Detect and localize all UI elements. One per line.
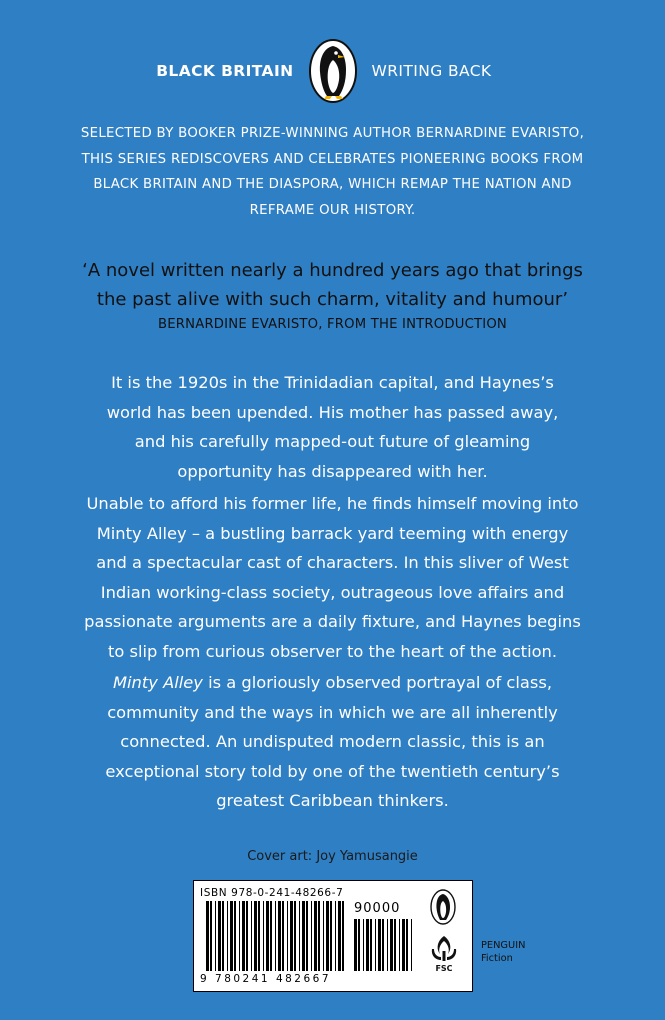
addon-barcode-icon <box>354 919 414 971</box>
blurb-line: It is the 1920s in the Trinidadian capital, and Haynes’s <box>111 373 554 392</box>
publisher-name: PENGUIN <box>481 940 526 951</box>
penguin-small-icon <box>430 889 456 925</box>
review-quote-line: ‘A novel written nearly a hundred years ago that brings <box>82 260 583 281</box>
isbn-label: ISBN 978-0-241-48266-7 <box>200 887 344 899</box>
blurb-line: connected. An undisputed modern classic, this is an <box>120 732 545 751</box>
barcode-icon <box>206 901 346 971</box>
review-quote <box>20 256 645 314</box>
blurb-paragraph-2 <box>40 489 625 666</box>
blurb-paragraph-3 <box>40 668 625 816</box>
blurb-line: and his carefully mapped-out future of gleaming <box>134 432 531 451</box>
book-title: Minty Alley <box>112 673 203 692</box>
blurb-line <box>40 668 625 698</box>
series-description-line: THIS SERIES REDISCOVERS AND CELEBRATES PIONEERING BOOKS FROM <box>81 151 584 167</box>
barcode-digits: 9 780241 482667 <box>200 973 332 985</box>
series-description-line: BLACK BRITAIN AND THE DIASPORA, WHICH REMAP THE NATION AND <box>93 177 572 192</box>
blurb-line: and a spectacular cast of characters. In this sliver of West <box>96 553 569 572</box>
blurb-line: greatest Caribbean thinkers. <box>216 791 449 810</box>
review-quote-line: the past alive with such charm, vitality and humour’ <box>96 289 569 310</box>
series-header <box>0 38 665 104</box>
series-description-line: SELECTED BY BOOKER PRIZE-WINNING AUTHOR BERNARDINE EVARISTO, <box>80 126 585 141</box>
price-addon: 90000 <box>354 901 401 916</box>
blurb-line: passionate arguments are a daily fixture, and Haynes begins <box>84 612 581 631</box>
series-title-left: BLACK BRITAIN <box>156 62 294 80</box>
blurb-line: world has been upended. His mother has passed away, <box>106 402 559 422</box>
penguin-logo-icon <box>308 38 358 104</box>
blurb-line: Unable to afford his former life, he finds himself moving into <box>86 494 579 513</box>
blurb-line: opportunity has disappeared with her. <box>177 461 488 481</box>
series-title-right: WRITING BACK <box>371 62 492 80</box>
fsc-label: FSC <box>435 964 453 973</box>
review-quote-source: BERNARDINE EVARISTO, FROM THE INTRODUCTION <box>158 317 507 332</box>
barcode-panel <box>193 880 473 992</box>
blurb-line: community and the ways in which we are all inherently <box>107 702 558 722</box>
blurb-line-rest: is a gloriously observed portrayal of class, <box>202 673 553 692</box>
publisher-category: Fiction <box>481 952 513 964</box>
cover-art-credit: Cover art: Joy Yamusangie <box>247 849 418 864</box>
blurb-paragraph-1 <box>40 368 625 486</box>
publisher-imprint <box>481 940 525 965</box>
blurb-line: to slip from curious observer to the heart of the action. <box>107 641 558 661</box>
series-description-line: REFRAME OUR HISTORY. <box>249 202 416 218</box>
blurb-line: Minty Alley – a bustling barrack yard teeming with energy <box>96 523 569 543</box>
blurb-line: exceptional story told by one of the twentieth century’s <box>105 761 560 781</box>
fsc-logo-icon <box>428 933 460 973</box>
series-description <box>40 121 625 223</box>
blurb-line: Indian working-class society, outrageous love affairs and <box>100 582 565 602</box>
